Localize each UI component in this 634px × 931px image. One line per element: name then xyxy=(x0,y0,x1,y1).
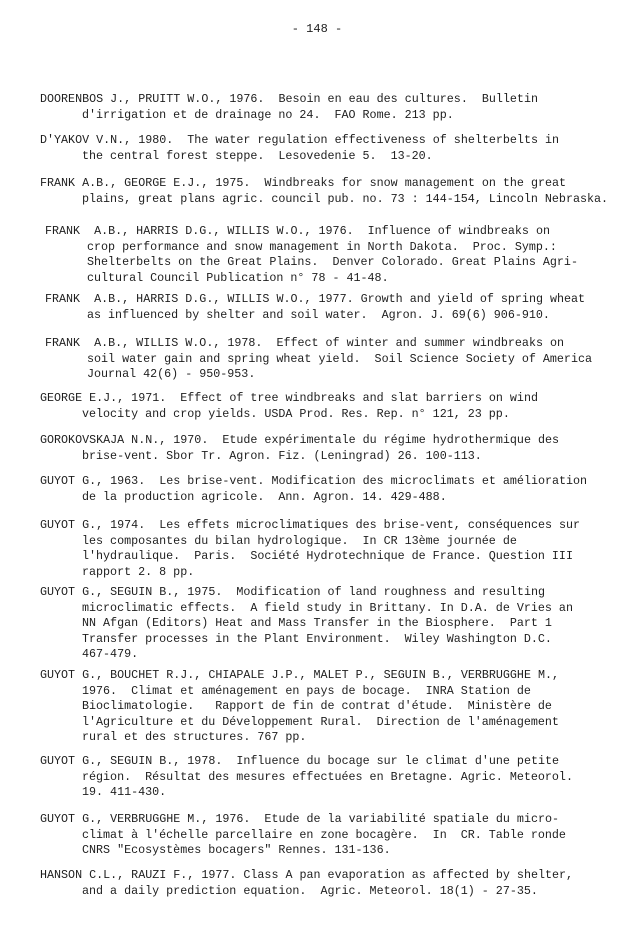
reference-continuation-line: de la production agricole. Ann. Agron. 14. 429-488. xyxy=(82,489,447,504)
reference-continuation-line: l'hydraulique. Paris. Société Hydrotechnique de France. Question III xyxy=(82,549,573,564)
reference-entry xyxy=(40,812,566,859)
reference-continuation-line: plains, great plans agric. council pub. no. 73 : 144-154, Lincoln Nebraska. xyxy=(82,191,609,206)
reference-continuation-line: CNRS "Ecosystèmes bocagers" Rennes. 131-136. xyxy=(82,843,391,858)
reference-continuation-line: microclimatic effects. A field study in Brittany. In D.A. de Vries an xyxy=(82,600,573,615)
reference-first-line: GUYOT G., 1974. Les effets microclimatiques des brise-vent, conséquences sur xyxy=(40,518,581,532)
reference-entry xyxy=(40,133,559,164)
reference-continuation-line: Transfer processes in the Plant Environment. Wiley Washington D.C. xyxy=(82,631,552,646)
reference-continuation-line: velocity and crop yields. USDA Prod. Res. Rep. n° 121, 23 pp. xyxy=(82,406,510,421)
reference-continuation-line: les composantes du bilan hydrologique. In CR 13ème journée de xyxy=(82,533,517,548)
reference-entry xyxy=(45,336,592,383)
reference-continuation-line: the central forest steppe. Lesovedenie 5. 13-20. xyxy=(82,148,433,163)
reference-first-line: D'YAKOV V.N., 1980. The water regulation effectiveness of shelterbelts in xyxy=(40,133,560,147)
reference-entry xyxy=(40,585,573,663)
reference-entry xyxy=(40,176,608,207)
reference-continuation-line: Journal 42(6) - 950-953. xyxy=(87,367,256,382)
reference-continuation-line: région. Résultat des mesures effectuées en Bretagne. Agric. Meteorol. xyxy=(82,769,573,784)
reference-first-line: GUYOT G., 1963. Les brise-vent. Modification des microclimats et amélioration xyxy=(40,474,588,488)
reference-first-line: GOROKOVSKAJA N.N., 1970. Etude expérimentale du régime hydrothermique des xyxy=(40,433,560,447)
reference-continuation-line: 467-479. xyxy=(82,647,139,662)
reference-entry xyxy=(40,518,580,580)
reference-continuation-line: NN Afgan (Editors) Heat and Mass Transfer in the Biosphere. Part 1 xyxy=(82,616,552,631)
reference-entry xyxy=(40,433,559,464)
reference-continuation-line: soil water gain and spring wheat yield. Soil Science Society of America xyxy=(87,351,592,366)
reference-first-line: GUYOT G., BOUCHET R.J., CHIAPALE J.P., MALET P., SEGUIN B., VERBRUGGHE M., xyxy=(40,668,560,682)
reference-continuation-line: rapport 2. 8 pp. xyxy=(82,564,195,579)
reference-continuation-line: rural et des structures. 767 pp. xyxy=(82,730,307,745)
reference-entry xyxy=(45,292,585,323)
reference-continuation-line: and a daily prediction equation. Agric. Meteorol. 18(1) - 27-35. xyxy=(82,883,538,898)
reference-first-line: FRANK A.B., HARRIS D.G., WILLIS W.O., 1977. Growth and yield of spring wheat xyxy=(45,292,586,306)
reference-continuation-line: cultural Council Publication n° 78 - 41-48. xyxy=(87,270,389,285)
reference-first-line: HANSON C.L., RAUZI F., 1977. Class A pan evaporation as affected by shelter, xyxy=(40,868,574,882)
reference-first-line: GUYOT G., SEGUIN B., 1975. Modification of land roughness and resulting xyxy=(40,585,545,599)
reference-continuation-line: l'Agriculture et du Développement Rural. Direction de l'aménagement xyxy=(82,714,559,729)
reference-first-line: FRANK A.B., HARRIS D.G., WILLIS W.O., 1976. Influence of windbreaks on xyxy=(45,224,550,238)
reference-entry xyxy=(40,92,538,123)
reference-entry xyxy=(40,391,538,422)
reference-entry xyxy=(40,474,587,505)
reference-first-line: GUYOT G., SEGUIN B., 1978. Influence du bocage sur le climat d'une petite xyxy=(40,754,560,768)
reference-continuation-line: brise-vent. Sbor Tr. Agron. Fiz. (Leningrad) 26. 100-113. xyxy=(82,448,482,463)
reference-first-line: FRANK A.B., GEORGE E.J., 1975. Windbreaks for snow management on the great xyxy=(40,176,567,190)
reference-entry xyxy=(40,868,573,899)
reference-entry xyxy=(40,754,573,801)
reference-continuation-line: crop performance and snow management in North Dakota. Proc. Symp.: xyxy=(87,239,557,254)
reference-first-line: DOORENBOS J., PRUITT W.O., 1976. Besoin en eau des cultures. Bulletin xyxy=(40,92,538,106)
reference-continuation-line: 19. 411-430. xyxy=(82,785,167,800)
reference-continuation-line: Bioclimatologie. Rapport de fin de contrat d'étude. Ministère de xyxy=(82,699,552,714)
reference-entry xyxy=(45,224,578,286)
reference-continuation-line: as influenced by shelter and soil water. Agron. J. 69(6) 906-910. xyxy=(87,307,550,322)
reference-continuation-line: climat à l'échelle parcellaire en zone bocagère. In CR. Table ronde xyxy=(82,827,566,842)
reference-entry xyxy=(40,668,559,746)
reference-continuation-line: Shelterbelts on the Great Plains. Denver Colorado. Great Plains Agri- xyxy=(87,255,578,270)
page-number: - 148 - xyxy=(291,22,343,36)
reference-first-line: GEORGE E.J., 1971. Effect of tree windbreaks and slat barriers on wind xyxy=(40,391,538,405)
reference-first-line: FRANK A.B., WILLIS W.O., 1978. Effect of winter and summer windbreaks on xyxy=(45,336,565,350)
reference-first-line: GUYOT G., VERBRUGGHE M., 1976. Etude de la variabilité spatiale du micro- xyxy=(40,812,560,826)
reference-continuation-line: d'irrigation et de drainage no 24. FAO Rome. 213 pp. xyxy=(82,107,454,122)
reference-continuation-line: 1976. Climat et aménagement en pays de bocage. INRA Station de xyxy=(82,683,531,698)
